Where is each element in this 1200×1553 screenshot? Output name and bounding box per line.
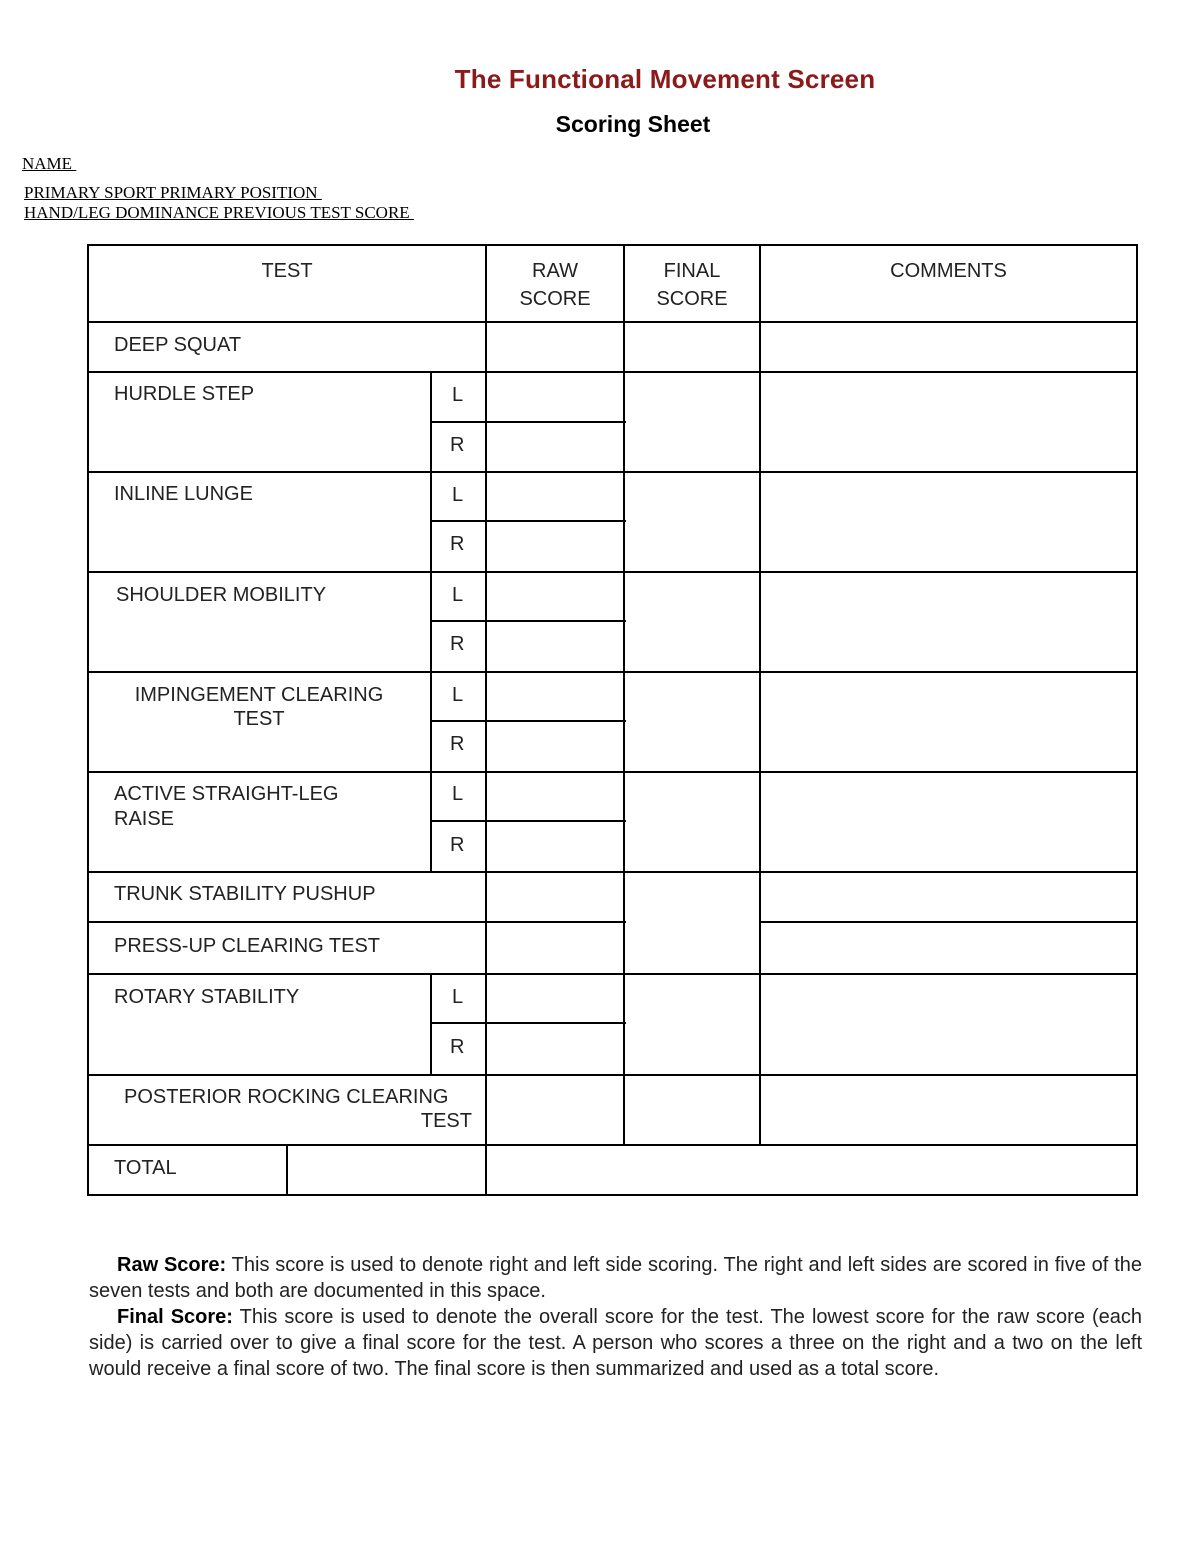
hand-previous-score-field[interactable]: HAND/LEG DOMINANCE PREVIOUS TEST SCORE	[24, 203, 414, 222]
header-raw-line1: RAW	[532, 260, 578, 282]
row-label-press-up: PRESS-UP CLEARING TEST	[114, 935, 380, 957]
raw-score-note	[89, 1252, 1142, 1304]
side-label-left: L	[452, 484, 464, 506]
column-divider-final	[623, 244, 625, 1146]
row-line	[87, 771, 1138, 773]
side-label-right: R	[450, 633, 465, 655]
header-final-line1: FINAL	[663, 260, 721, 282]
lr-split-line	[430, 820, 626, 822]
row-label-inline-lunge: INLINE LUNGE	[114, 483, 253, 505]
row-label-posterior-line2: TEST	[420, 1110, 472, 1132]
trunk-pressup-split-line	[87, 921, 626, 923]
row-line	[87, 871, 1138, 873]
raw-score-label: Raw Score:	[117, 1254, 227, 1276]
column-divider-comments	[759, 244, 761, 1146]
lr-split-line	[430, 421, 626, 423]
name-field[interactable]: NAME	[22, 154, 77, 173]
row-label-total: TOTAL	[114, 1157, 177, 1179]
raw-score-text: This score is used to denote right and left side scoring. The right and left sides are scored in five of the seven tests and both are documented in this space.	[89, 1254, 1142, 1302]
row-line	[87, 1144, 1138, 1146]
row-line	[87, 973, 1138, 975]
row-label-rotary-stability: ROTARY STABILITY	[114, 986, 300, 1008]
row-label-shoulder-mobility: SHOULDER MOBILITY	[116, 584, 327, 606]
row-label-hurdle-step: HURDLE STEP	[114, 383, 255, 405]
header-comments: COMMENTS	[890, 260, 1007, 282]
side-label-left: L	[452, 584, 464, 606]
side-label-left: L	[452, 684, 464, 706]
row-line	[87, 671, 1138, 673]
final-score-text: This score is used to denote the overall score for the test. The lowest score for the raw score (each side) is carried over to give a final score for the test. A person who scores a three on the right and a two on the left would receive a final score of two. The final score is then summarized and used as a total score.	[89, 1306, 1143, 1380]
header-final-line2: SCORE	[656, 288, 728, 310]
row-label-deep-squat: DEEP SQUAT	[114, 334, 242, 356]
side-label-right: R	[450, 733, 465, 755]
row-label-impingement-line1: IMPINGEMENT CLEARING	[134, 684, 384, 706]
row-line	[87, 571, 1138, 573]
row-line	[87, 1074, 1138, 1076]
row-label-aslr-line1: ACTIVE STRAIGHT-LEG	[114, 783, 339, 805]
final-score-note	[89, 1304, 1142, 1382]
side-label-left: L	[452, 986, 464, 1008]
side-label-left: L	[452, 783, 464, 805]
header-test: TEST	[261, 260, 313, 282]
table-border-right	[1136, 244, 1138, 1196]
row-line	[87, 371, 1138, 373]
lr-split-line	[430, 720, 626, 722]
page-subtitle: Scoring Sheet	[555, 111, 711, 137]
trunk-pressup-comments-split-line	[759, 921, 1138, 923]
header-raw-line2: SCORE	[519, 288, 591, 310]
lr-split-line	[430, 1022, 626, 1024]
row-label-impingement-line2: TEST	[233, 708, 285, 730]
lr-split-line	[430, 520, 626, 522]
side-label-left: L	[452, 384, 464, 406]
final-score-label: Final Score:	[117, 1306, 233, 1328]
side-label-right: R	[450, 1036, 465, 1058]
table-border-top	[87, 244, 1138, 246]
row-label-aslr-line2: RAISE	[114, 808, 175, 830]
scoring-notes	[89, 1252, 1142, 1382]
row-line	[87, 471, 1138, 473]
row-label-trunk-stability: TRUNK STABILITY PUSHUP	[114, 883, 376, 905]
side-label-right: R	[450, 434, 465, 456]
column-divider-total	[286, 1145, 288, 1196]
row-label-posterior-line1: POSTERIOR ROCKING CLEARING	[124, 1086, 449, 1108]
page-title: The Functional Movement Screen	[454, 64, 876, 94]
row-line	[87, 321, 1138, 323]
table-border-bottom	[87, 1194, 1138, 1196]
side-label-right: R	[450, 834, 465, 856]
sport-position-field[interactable]: PRIMARY SPORT PRIMARY POSITION	[24, 183, 322, 202]
lr-split-line	[430, 620, 626, 622]
side-label-right: R	[450, 533, 465, 555]
